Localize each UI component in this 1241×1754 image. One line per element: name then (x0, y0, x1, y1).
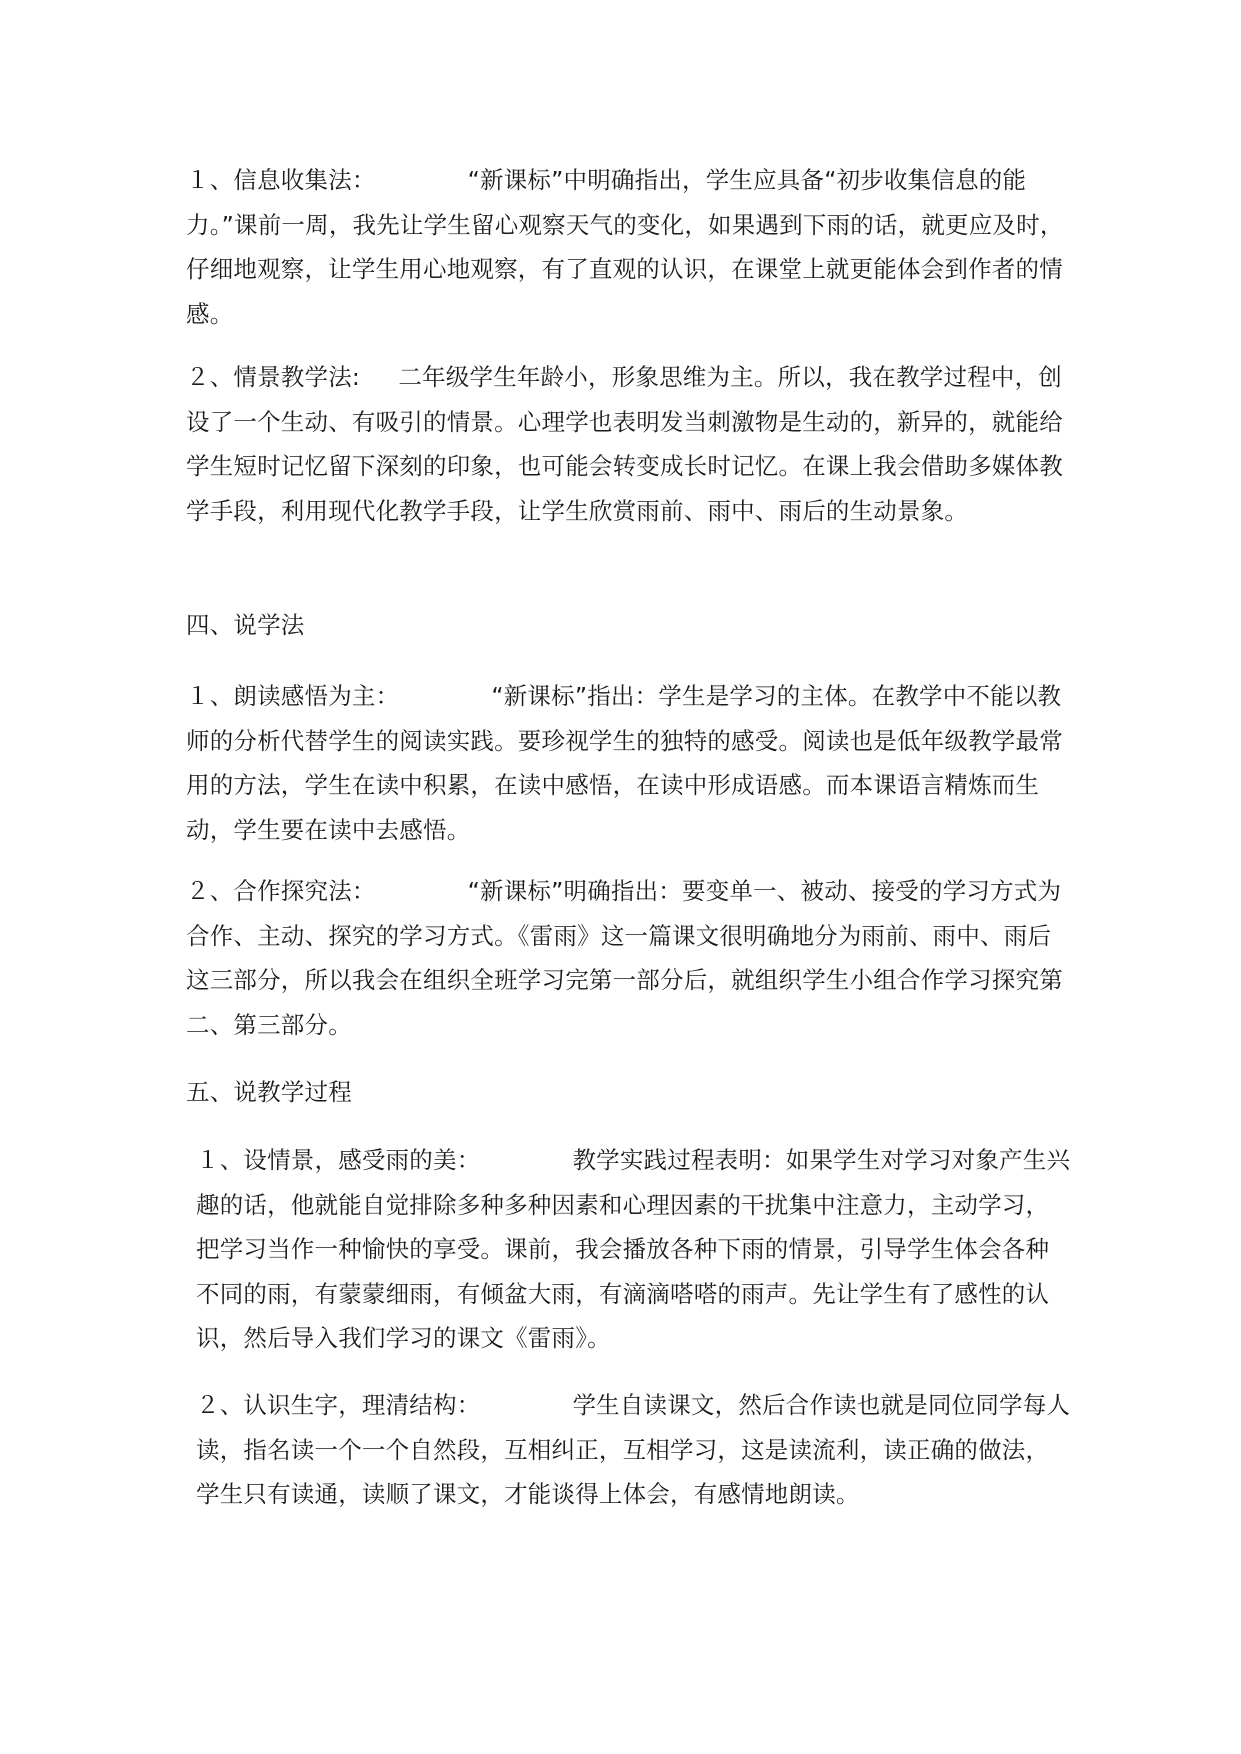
paragraph-situational-teaching (186, 355, 1066, 533)
paragraph-gap (399, 682, 491, 710)
section-heading-learning-methods: 四、说学法 (186, 611, 305, 639)
paragraph-cooperative-inquiry (186, 869, 1066, 1047)
paragraph-body: 教学实践过程表明：如果学生对学习对象产生兴趣的话，他就能自觉排除多种多种因素和心理因素的干扰集中注意力，主动学习，把学习当作一种愉快的享受。课前，我会播放各种下雨的情景，引导学生体会各种不同的雨，有蒙蒙细雨，有倾盆大雨，有滴滴嗒嗒的雨声。先让学生有了感性的认识，然后导入我们学习的课文《雷雨》。 (196, 1146, 1071, 1352)
paragraph-lead: ２、合作探究法： (186, 877, 376, 905)
paragraph-body: 二年级学生年龄小，形象思维为主。所以，我在教学过程中，创设了一个生动、有吸引的情景。心理学也表明发当刺激物是生动的，新异的，就能给学生短时记忆留下深刻的印象，也可能会转变成长时记忆。在课上我会借助多媒体教学手段，利用现代化教学手段，让学生欣赏雨前、雨中、雨后的生动景象。 (186, 363, 1063, 525)
paragraph-set-scene (196, 1138, 1071, 1361)
paragraph-lead: １、朗读感悟为主： (186, 682, 400, 710)
paragraph-lead: １、信息收集法： (186, 166, 376, 194)
paragraph-lead: １、设情景，感受雨的美： (196, 1146, 481, 1174)
paragraph-gap (480, 1146, 572, 1174)
paragraph-gap (360, 363, 398, 391)
paragraph-gap (480, 1391, 572, 1419)
paragraph-lead: ２、情景教学法: (186, 363, 361, 391)
paragraph-gap (376, 166, 468, 194)
paragraph-body: 学生自读课文，然后合作读也就是同位同学每人读，指名读一个一个自然段，互相纠正，互相学习，这是读流利，读正确的做法，学生只有读通，读顺了课文，才能谈得上体会，有感情地朗读。 (196, 1391, 1071, 1508)
paragraph-reading-comprehension (186, 674, 1066, 852)
paragraph-body: “新课标”明确指出：要变单一、被动、接受的学习方式为合作、主动、探究的学习方式。《雷雨》这一篇课文很明确地分为雨前、雨中、雨后这三部分，所以我会在组织全班学习完第一部分后，就组织学生小组合作学习探究第二、第三部分。 (186, 877, 1063, 1039)
paragraph-gap (376, 877, 468, 905)
paragraph-body: “新课标”中明确指出，学生应具备“初步收集信息的能力。”课前一周，我先让学生留心观察天气的变化，如果遇到下雨的话，就更应及时，仔细地观察，让学生用心地观察，有了直观的认识，在课堂上就更能体会到作者的情感。 (186, 166, 1064, 328)
paragraph-new-characters (196, 1383, 1071, 1517)
paragraph-lead: ２、认识生字，理清结构： (196, 1391, 481, 1419)
paragraph-body: “新课标”指出：学生是学习的主体。在教学中不能以教师的分析代替学生的阅读实践。要珍视学生的独特的感受。阅读也是低年级教学最常用的方法，学生在读中积累，在读中感悟，在读中形成语感。而本课语言精炼而生动，学生要在读中去感悟。 (186, 682, 1063, 844)
paragraph-info-collection (186, 158, 1066, 336)
section-heading-teaching-process: 五、说教学过程 (186, 1078, 352, 1106)
